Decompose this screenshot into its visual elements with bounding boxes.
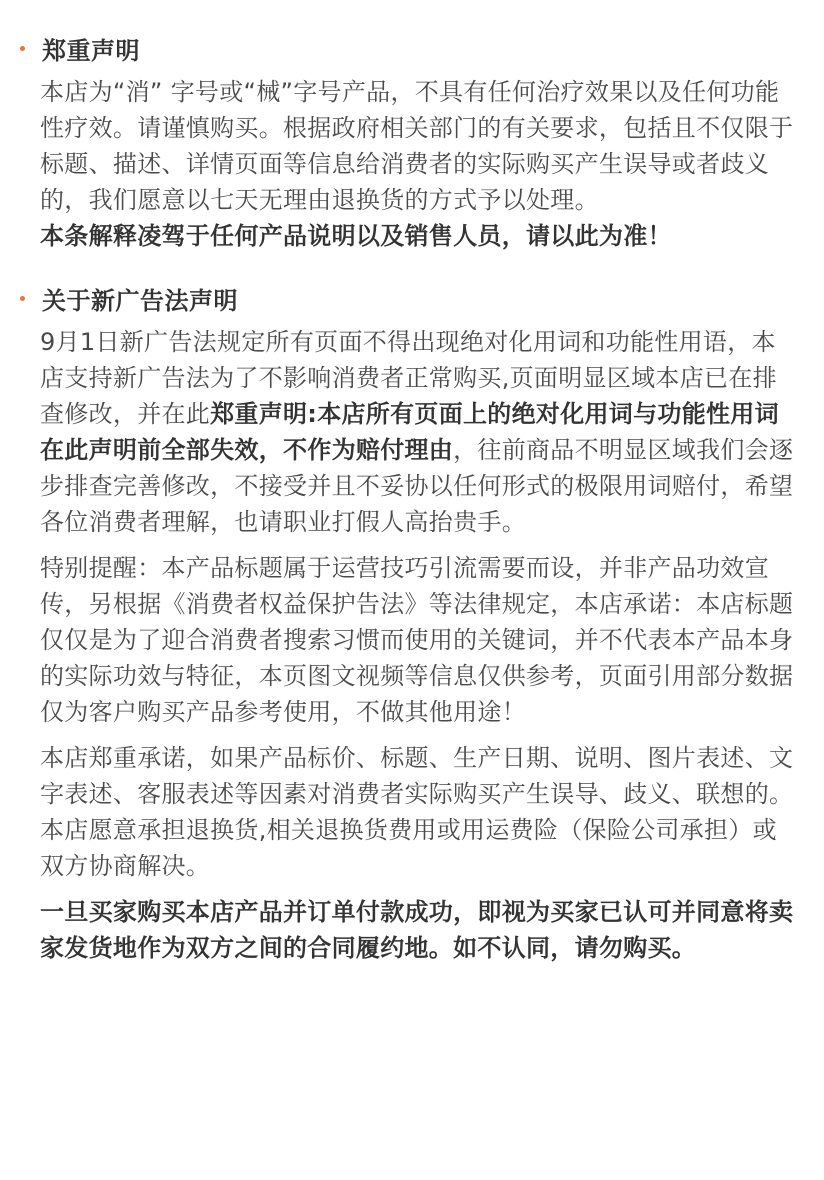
ad-law-header bbox=[18, 278, 798, 318]
store-commitment-paragraph: 本店郑重承诺，如果产品标价、标题、生产日期、说明、图片表述、文字表述、客服表述等因素对消费者实际购买产生误导、歧义、联想的。本店愿意承担退换货,相关退换货费用或用运费险（保险公司承担）或双方协商解决。 bbox=[40, 744, 794, 880]
special-reminder-paragraph: 特别提醒：本产品标题属于运营技巧引流需要而设，并非产品功效宣传，另根据《消费者权益保护告法》等法律规定，本店承诺：本店标题仅仅是为了迎合消费者搜索习惯而使用的关键词，并不代表本产品本身的实际功效与特征，本页图文视频等信息仅供参考，页面引用部分数据仅为客户购买产品参考使用，不做其他用途！ bbox=[40, 554, 794, 726]
declaration-title: 郑重声明 bbox=[42, 36, 140, 65]
declaration-notice: 本条解释凌驾于任何产品说明以及销售人员，请以此为准！ bbox=[40, 222, 672, 250]
purchase-agreement-paragraph: 一旦买家购买本店产品并订单付款成功，即视为买家已认可并同意将卖家发货地作为双方之间的合同履约地。如不认同，请勿购买。 bbox=[40, 898, 794, 962]
bullet-dot-icon bbox=[20, 46, 25, 51]
ad-law-title: 关于新广告法声明 bbox=[42, 286, 238, 315]
ad-law-text-end: ，往前商品不明显区域我们会逐步排查完善修改，不接受并且不妥协以任何形式的极限用词赔付，希望各位消费者理解，也请职业打假人高抬贵手。 bbox=[40, 436, 794, 536]
declaration-section bbox=[18, 28, 798, 254]
ad-law-section bbox=[18, 278, 798, 966]
bullet-dot-icon bbox=[20, 296, 25, 301]
ad-law-paragraph bbox=[40, 324, 798, 540]
ad-law-bold-statement: 郑重声明:本店所有页面上的绝对化用词与功能性用词在此声明前全部失效，不作为赔付理由 bbox=[40, 400, 779, 464]
ad-law-text-start: 9月1日新广告法规定所有页面不得出现绝对化用词和功能性用语，本店支持新广告法为了不影响消费者正常购买,页面明显区域本店已在排查修改，并在此 bbox=[40, 328, 777, 428]
declaration-paragraph: 本店为“消” 字号或“械”字号产品，不具有任何治疗效果以及任何功能性疗效。请谨慎购买。根据政府相关部门的有关要求，包括且不仅限于标题、描述、详情页面等信息给消费者的实际购买产生误导或者歧义的，我们愿意以七天无理由退换货的方式予以处理。 bbox=[40, 78, 794, 214]
declaration-header bbox=[18, 28, 798, 68]
